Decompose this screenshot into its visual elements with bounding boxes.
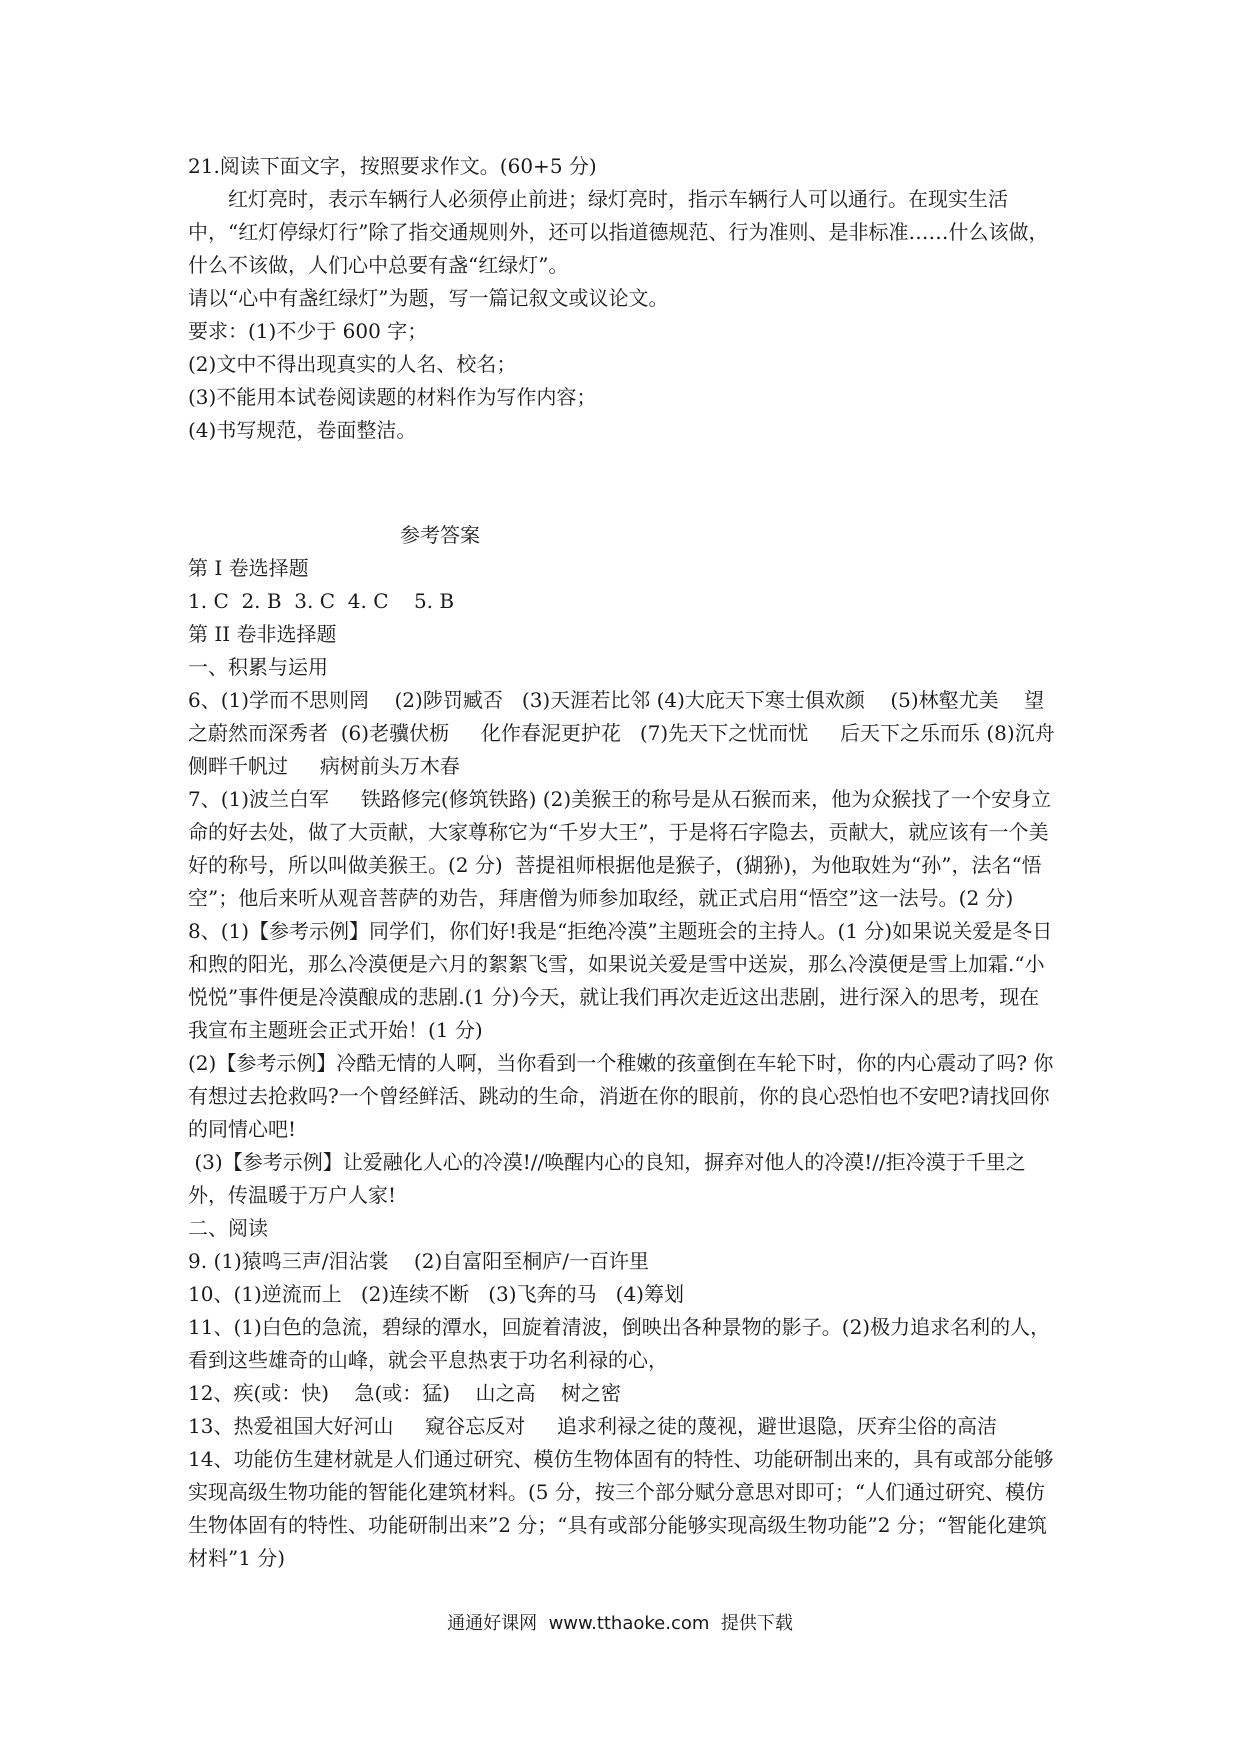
- part-1-heading: 一、积累与运用: [188, 655, 328, 679]
- answer-8-2: (2)【参考示例】冷酷无情的人啊，当你看到一个稚嫩的孩童倒在车轮下时，你的内心震动了吗? 你有想过去抢救吗?一个曾经鲜活、跳动的生命，消逝在你的眼前，你的良心恐怕也不安吧?请找回你的同情心吧!: [188, 1051, 1054, 1141]
- answers-title: 参考答案: [400, 523, 480, 547]
- essay-paragraph-2: 请以“心中有盏红绿灯”为题，写一篇记叙文或议论文。: [188, 286, 669, 310]
- answer-11: 11、(1)白色的急流，碧绿的潭水，回旋着清波，倒映出各种景物的影子。(2)极力追求名利的人，看到这些雄奇的山峰，就会平息热衷于功名利禄的心，: [188, 1315, 1051, 1372]
- choice-answers: 1. C 2. B 3. C 4. C 5. B: [188, 589, 455, 613]
- page-content: [188, 150, 1058, 1575]
- footer-download-credit: 通通好课网 www.tthaoke.com 提供下载: [447, 1613, 793, 1634]
- essay-requirement-2: (2)文中不得出现真实的人名、校名；: [188, 352, 517, 376]
- answer-14: 14、功能仿生建材就是人们通过研究、模仿生物体固有的特性、功能研制出来的，具有或部分能够实现高级生物功能的智能化建筑材料。(5 分，按三个部分赋分意思对即可；“人们通过研究、模仿生物体固有的特性、功能研制出来”2 分；“具有或部分能够实现高级生物功能”2 分；“智能化建筑材料”1 分): [188, 1447, 1054, 1570]
- answer-13: 13、热爱祖国大好河山 窥谷忘反对 追求利禄之徒的蔑视，避世退隐，厌弃尘俗的高洁: [188, 1414, 998, 1438]
- answer-10: 10、(1)逆流而上 (2)连续不断 (3)飞奔的马 (4)筹划: [188, 1282, 684, 1306]
- answer-9: 9. (1)猿鸣三声/泪沾裳 (2)自富阳至桐庐/一百许里: [188, 1249, 650, 1273]
- essay-requirement-3: (3)不能用本试卷阅读题的材料作为写作内容；: [188, 385, 597, 409]
- essay-requirement-4: (4)书写规范，卷面整洁。: [188, 418, 417, 442]
- section-1-heading: 第 I 卷选择题: [188, 556, 309, 580]
- essay-requirement-1: 要求：(1)不少于 600 字；: [188, 319, 428, 343]
- section-gap: [188, 447, 1058, 513]
- essay-paragraph-1: 红灯亮时，表示车辆行人必须停止前进；绿灯亮时，指示车辆行人可以通行。在现实生活中，“红灯停绿灯行”除了指交通规则外，还可以指道德规范、行为准则、是非标准……什么该做，什么不该做，人们心中总要有盏“红绿灯”。: [188, 187, 1049, 277]
- essay-question: 21.阅读下面文字，按照要求作文。(60+5 分): [188, 154, 597, 178]
- answer-8-3: (3)【参考示例】让爱融化人心的冷漠!//唤醒内心的良知，摒弃对他人的冷漠!//拒冷漠于千里之外，传温暖于万户人家!: [188, 1150, 1026, 1207]
- answer-8-1: 8、(1)【参考示例】同学们，你们好!我是“拒绝冷漠”主题班会的主持人。(1 分)如果说关爱是冬日和煦的阳光，那么冷漠便是六月的絮絮飞雪，如果说关爱是雪中送炭，那么冷漠便是雪上加霜.“小悦悦”事件便是冷漠酿成的悲剧.(1 分)今天，就让我们再次走近这出悲剧，进行深入的思考，现在我宣布主题班会正式开始！(1 分): [188, 919, 1053, 1042]
- section-2-heading: 第 II 卷非选择题: [188, 622, 337, 646]
- answer-12: 12、疾(或：快) 急(或：猛) 山之高 树之密: [188, 1381, 621, 1405]
- part-2-heading: 二、阅读: [188, 1216, 268, 1240]
- answer-6: 6、(1)学而不思则罔 (2)陟罚臧否 (3)天涯若比邻 (4)大庇天下寒士俱欢颜 (5)林壑尤美 望之蔚然而深秀者 (6)老骥伏枥 化作春泥更护花 (7)先天下之忧而忧 后天下之乐而乐 (8)沉舟侧畔千帆过 病树前头万木春: [188, 688, 1055, 778]
- answer-7: 7、(1)波兰白军 铁路修完(修筑铁路) (2)美猴王的称号是从石猴而来，他为众猴找了一个安身立命的好去处，做了大贡献，大家尊称它为“千岁大王”，于是将石字隐去，贡献大，就应该有一个美好的称号，所以叫做美猴王。(2 分) 菩提祖师根据他是猴子，(猢狲)，为他取姓为“孙”，法名“悟空”；他后来听从观音菩萨的劝告，拜唐僧为师参加取经，就正式启用“悟空”这一法号。(2 分): [188, 787, 1052, 910]
